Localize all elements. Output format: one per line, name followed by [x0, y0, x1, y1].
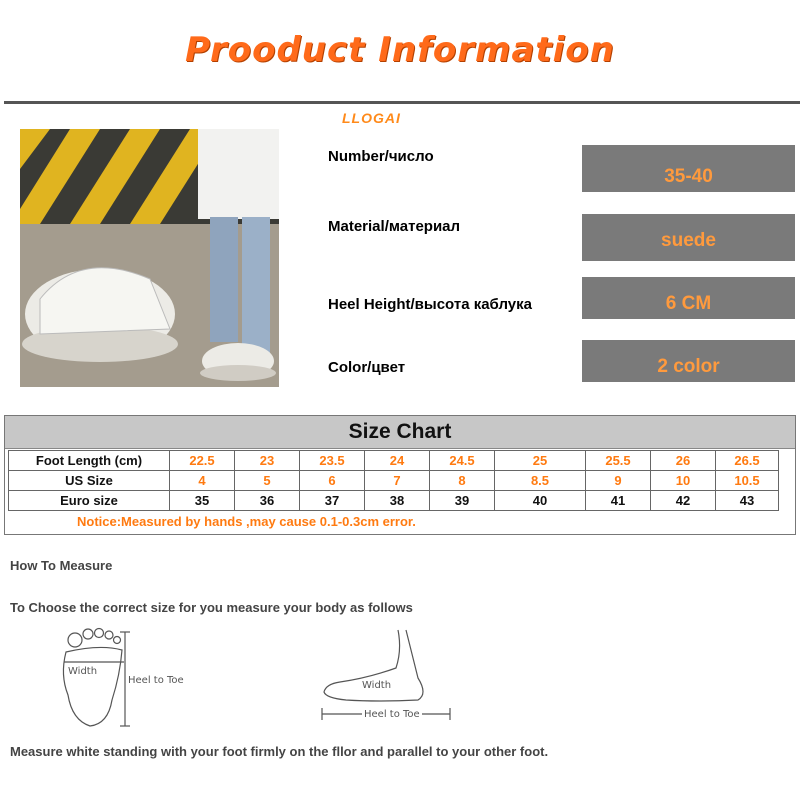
measure-instruction: To Choose the correct size for you measure your body as follows	[10, 600, 413, 615]
table-cell: 7	[365, 471, 430, 491]
table-cell: 24	[365, 451, 430, 471]
table-cell: 26.5	[716, 451, 779, 471]
how-to-measure-heading: How To Measure	[10, 558, 113, 573]
spec-label-color: Color/цвет	[328, 359, 406, 376]
table-cell: 42	[651, 491, 716, 511]
table-cell: 36	[235, 491, 300, 511]
table-cell: 8	[430, 471, 495, 491]
spec-value-material: suede	[582, 214, 795, 261]
table-cell: 22.5	[170, 451, 235, 471]
foot-top-diagram	[50, 620, 200, 732]
measurement-notice: Notice:Measured by hands ,may cause 0.1-0.3cm error.	[77, 514, 416, 529]
page-title: Prooduct Information	[185, 30, 615, 70]
size-chart-title: Size Chart	[5, 416, 795, 449]
top-width-label: Width	[68, 666, 98, 677]
spec-label-number: Number/число	[328, 148, 434, 165]
table-cell: 8.5	[495, 471, 586, 491]
spec-value-heel-height: 6 CM	[582, 277, 795, 319]
table-cell: 10.5	[716, 471, 779, 491]
size-chart-table	[8, 450, 779, 511]
table-cell: 25	[495, 451, 586, 471]
table-cell: 35	[170, 491, 235, 511]
table-cell: 26	[651, 451, 716, 471]
table-cell: 38	[365, 491, 430, 511]
table-cell: 43	[716, 491, 779, 511]
table-cell: 40	[495, 491, 586, 511]
side-width-label: Width	[362, 680, 392, 691]
title-divider	[4, 101, 800, 104]
brand-logo: LLOGAI	[342, 110, 401, 126]
table-cell: 5	[235, 471, 300, 491]
spec-value-number: 35-40	[582, 145, 795, 192]
side-length-label: Heel to Toe	[364, 709, 420, 720]
spec-value-color: 2 color	[582, 340, 795, 382]
table-cell: 23.5	[300, 451, 365, 471]
foot-side-diagram	[318, 628, 458, 726]
measure-footnote: Measure white standing with your foot firmly on the fllor and parallel to your other foot.	[10, 744, 549, 759]
table-cell: 10	[651, 471, 716, 491]
table-cell: 4	[170, 471, 235, 491]
table-cell: 41	[586, 491, 651, 511]
row-label: Foot Length (cm)	[9, 451, 170, 471]
table-row	[9, 491, 779, 511]
table-cell: 25.5	[586, 451, 651, 471]
size-chart	[4, 415, 796, 535]
spec-label-material: Material/материал	[328, 218, 461, 235]
table-row	[9, 471, 779, 491]
row-label: US Size	[9, 471, 170, 491]
spec-label-heel-height: Heel Height/высота каблука	[328, 296, 532, 313]
product-photo	[20, 129, 279, 387]
row-label: Euro size	[9, 491, 170, 511]
table-cell: 37	[300, 491, 365, 511]
table-cell: 39	[430, 491, 495, 511]
table-row	[9, 451, 779, 471]
table-cell: 6	[300, 471, 365, 491]
table-cell: 23	[235, 451, 300, 471]
table-cell: 24.5	[430, 451, 495, 471]
top-length-label: Heel to Toe	[128, 675, 184, 686]
table-cell: 9	[586, 471, 651, 491]
